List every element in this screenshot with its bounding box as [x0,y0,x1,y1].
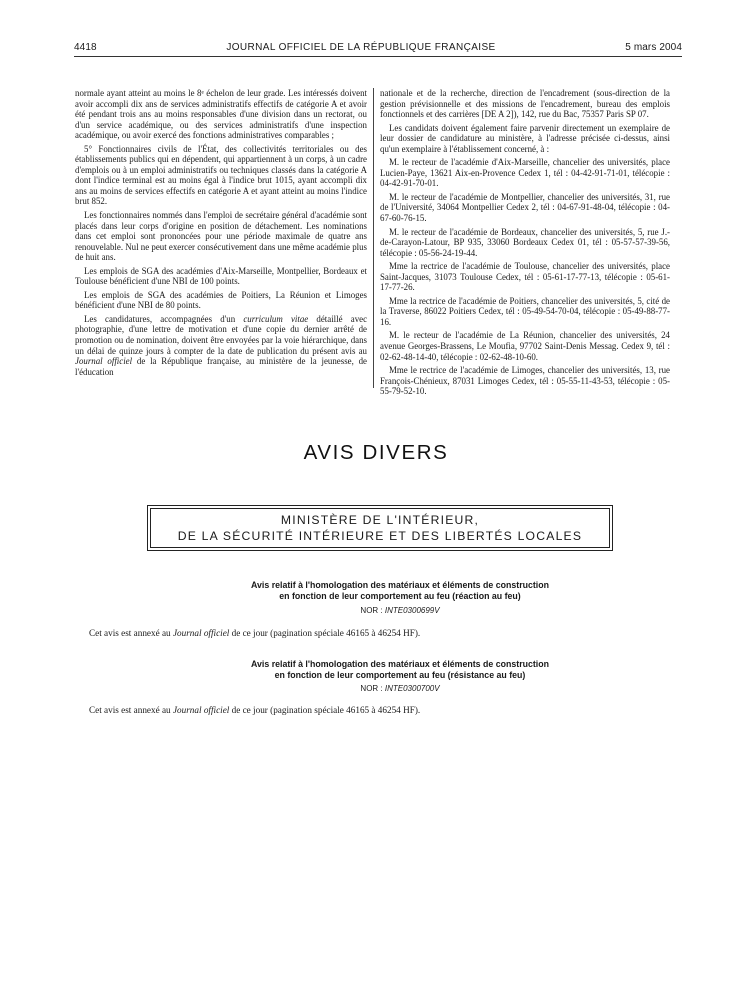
left-column [75,88,367,380]
notice-title-line: en fonction de leur comportement au feu (réaction au feu) [279,590,521,601]
italic-run: curriculum vitae [243,313,309,324]
paragraph: 5° Fonctionnaires civils de l'État, des collectivités territoriales ou des établissements publics qui en dépendent, qui appartiennent à un corps, à un cadre d'emplois ou à un emploi administratifs ou techniques classés dans la catégorie A dont l'indice terminal est au moins égal à l'indice brut 1015, ayant accompli dix ans au moins de services effectifs en catégorie A et ayant atteint au moins l'indice brut 852. [75,143,367,207]
text-run: de la République française, au ministère de la jeunesse, de l'éducation [75,356,367,377]
paragraph: nationale et de la recherche, direction de l'encadrement (sous-direction de la gestion prévisionnelle et des missions de l'encadrement, bureau des emplois fonctionnels et des carrières [DE A 2]), 142, rue du Bac, 75357 Paris SP 07. [380,88,670,120]
paragraph [75,314,367,377]
address-montpellier: M. le recteur de l'académie de Montpellier, chancelier des universités, 31, rue de l'Université, 34064 Montpellier Cedex 2, tél : 04-67-91-48-04, télécopie : 04-67-60-76-15. [380,191,670,224]
notice-title-line: en fonction de leur comportement au feu (résistance au feu) [274,669,526,680]
page-number: 4418 [74,42,97,53]
notice-title [120,659,680,680]
nor-label: NOR : [360,606,385,615]
paragraph: normale ayant atteint au moins le 8ᵉ échelon de leur grade. Les intéressés doivent avoir accompli dix ans de services administratifs effectifs de catégorie A et avoir été pendant trois ans au moins responsables d'une division dans un rectorat, ou d'un service académique, ou des services administratifs d'une inspection académique, ou avoir exercé des fonctions administratives comparables ; [75,88,367,141]
notice-title-line: Avis relatif à l'homologation des matériaux et éléments de construction [251,659,549,669]
address-toulouse: Mme la rectrice de l'académie de Toulouse, chancelier des universités, place Saint-Jacques, 31073 Toulouse Cedex, tél : 05-61-17-77-13, télécopie : 05-61-17-77-26. [380,261,670,293]
nor-reference [120,606,680,615]
paragraph: Les emplois de SGA des académies d'Aix-Marseille, Montpellier, Bordeaux et Toulouse bénéficient d'une NBI de 100 points. [75,265,367,287]
notice-title [120,580,680,601]
section-title: AVIS DIVERS [303,441,449,464]
text-run: de ce jour (pagination spéciale 46165 à 46254 HF). [229,705,421,715]
header-rule [74,56,682,57]
italic-run: Journal officiel [75,356,133,367]
notice-title-line: Avis relatif à l'homologation des matériaux et éléments de construction [251,580,549,590]
paragraph: Les emplois de SGA des académies de Poitiers, La Réunion et Limoges bénéficient d'une NBI de 80 points. [75,289,367,311]
address-bordeaux: M. le recteur de l'académie de Bordeaux, chancelier des universités, 5, rue J.-de-Carayon-Latour, BP 935, 33060 Bordeaux Cedex 01, tél : 05-57-57-39-56, télécopie : 05-56-24-19-44. [380,226,670,258]
column-divider [373,88,374,388]
text-run: Cet avis est annexé au [89,628,173,638]
notice-text [89,705,649,715]
text-run: de ce jour (pagination spéciale 46165 à 46254 HF). [229,628,421,638]
right-column [380,88,670,400]
nor-code: INTE0300700V [384,684,440,693]
publication-date: 5 mars 2004 [625,42,682,53]
ministry-box [150,508,610,548]
address-aix-marseille: M. le recteur de l'académie d'Aix-Marseille, chancelier des universités, place Lucien-Paye, 13621 Aix-en-Provence Cedex 1, tél : 04-42-91-71-01, télécopie : 04-42-91-70-01. [380,157,670,189]
page-header [74,42,682,53]
italic-run: Journal officiel [172,628,230,638]
italic-run: Journal officiel [172,705,230,715]
ministry-line-1: MINISTÈRE DE L'INTÉRIEUR, [280,513,480,527]
journal-title: JOURNAL OFFICIEL DE LA RÉPUBLIQUE FRANÇAISE [226,42,496,53]
text-run: Les candidatures, accompagnées d'un [84,313,244,324]
nor-reference [120,684,680,693]
address-limoges: Mme le rectrice de l'académie de Limoges, chancelier des universités, 13, rue François-Chénieux, 87031 Limoges Cedex, tél : 05-55-11-43-53, télécopie : 05-55-79-52-10. [380,365,670,397]
ministry-line-2: DE LA SÉCURITÉ INTÉRIEURE ET DES LIBERTÉS LOCALES [177,529,583,543]
nor-code: INTE0300699V [384,606,440,615]
nor-label: NOR : [360,684,385,693]
notice-text [89,628,649,638]
paragraph: Les fonctionnaires nommés dans l'emploi de secrétaire général d'académie sont placés dans leur corps d'origine en position de détachement. Les nominations dans cet emploi sont prononcées pour une période maximale de quatre ans renouvelable. Nul ne peut exercer consécutivement dans une même académie plus de huit ans. [75,210,368,263]
paragraph: Les candidats doivent également faire parvenir directement un exemplaire de leur dossier de candidature au ministère, à l'adresse précisée ci-dessus, ainsi qu'un exemplaire à l'établissement concerné, à : [380,122,670,154]
address-poitiers: Mme la rectrice de l'académie de Poitiers, chancelier des universités, 5, cité de la Traverse, 86022 Poitiers Cedex, tél : 05-49-54-70-04, télécopie : 05-49-88-77-16. [380,295,670,327]
text-run: Cet avis est annexé au [89,705,173,715]
text-run: détaillé avec photographie, d'une lettre de motivation et d'une copie du dernier arrêté de promotion ou de nomination, doivent être envoyées par la voie hiérarchique, dans un délai de quinze jours à compter de la date de publication du présent avis au [75,313,368,356]
address-la-reunion: M. le recteur de l'académie de La Réunion, chancelier des universités, 24 avenue Georges-Brassens, Le Moufia, 97702 Saint-Denis Messag. Cedex 9, tél : 02-62-48-14-40, télécopie : 02-62-48-10-60. [380,330,670,362]
